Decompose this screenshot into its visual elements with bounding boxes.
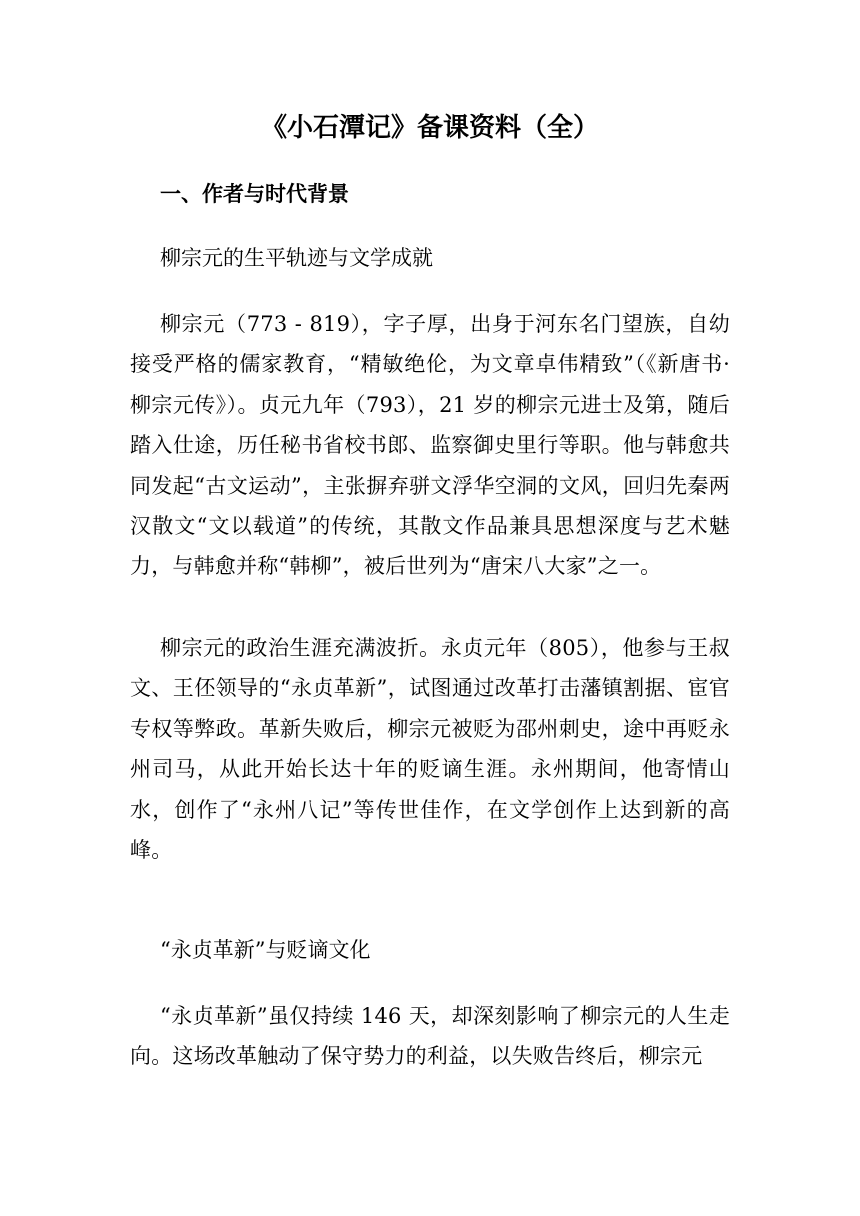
paragraph-political-career: 柳宗元的政治生涯充满波折。永贞元年（805），他参与王叔文、王伾领导的“永贞革新”，试图通过改革打击藩镇割据、宦官专权等弊政。革新失败后，柳宗元被贬为邵州刺史，途中再贬永州司马，从此开始长达十年的贬谪生涯。永州期间，他寄情山水，创作了“永州八记”等传世佳作，在文学创作上达到新的高峰。	[130, 636, 730, 863]
document-title: 《小石潭记》备课资料（全）	[260, 113, 599, 143]
paragraph-reform-impact: “永贞革新”虽仅持续 146 天，却深刻影响了柳宗元的人生走向。这场改革触动了保守势力的利益，以失败告终后，柳宗元	[130, 1004, 730, 1069]
paragraph-biography: 柳宗元（773 - 819），字子厚，出身于河东名门望族，自幼接受严格的儒家教育，“精敏绝伦，为文章卓伟精致”（《新唐书·柳宗元传》）。贞元九年（793），21 岁的柳宗元进士及第，随后踏入仕途，历任秘书省校书郎、监察御史里行等职。他与韩愈共同发起“古文运动”，主张摒弃骈文浮华空洞的文风，回归先秦两汉散文“文以载道”的传统，其散文作品兼具思想深度与艺术魅力，与韩愈并称“韩柳”，被后世列为“唐宋八大家”之一。	[130, 312, 730, 579]
section-heading-author-background: 一、作者与时代背景	[160, 182, 349, 206]
subheading-yongzhen-reform: “永贞革新”与贬谪文化	[160, 938, 371, 962]
subheading-life-achievements: 柳宗元的生平轨迹与文学成就	[160, 246, 433, 270]
